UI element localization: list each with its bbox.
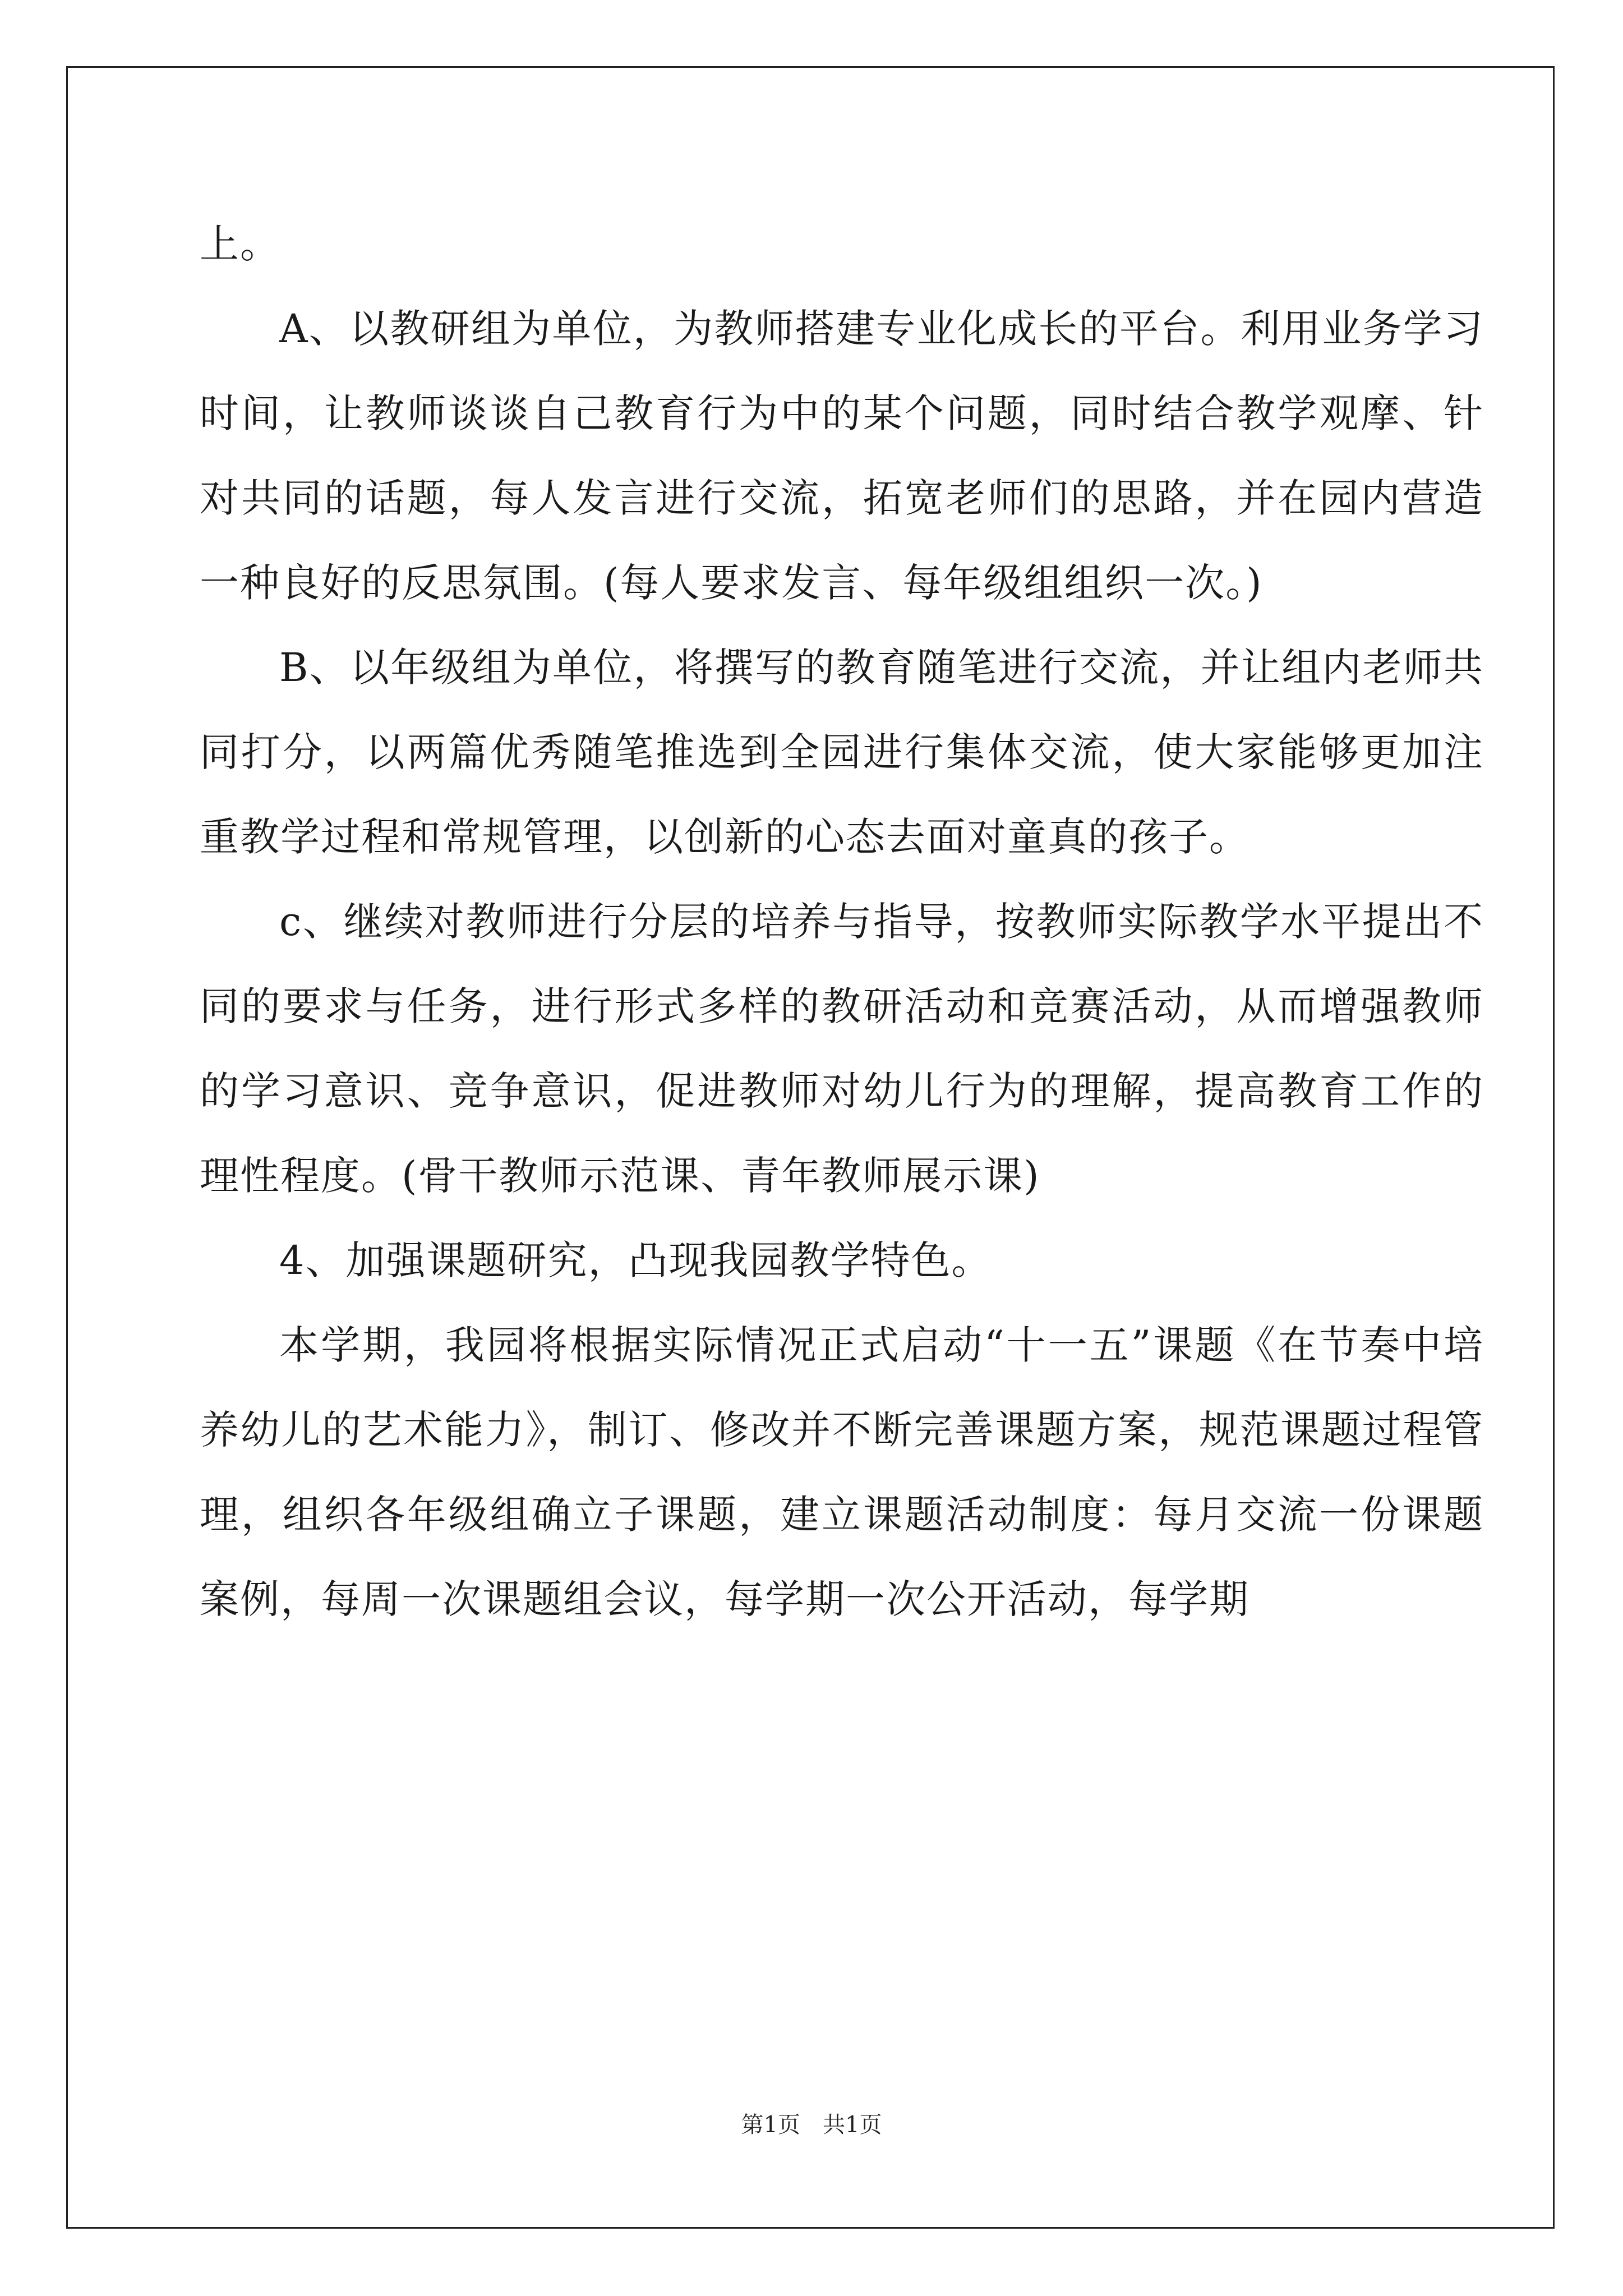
page-number-footer: 第1页 共1页	[741, 2112, 882, 2138]
paragraph-research-plan: 本学期，我园将根据实际情况正式启动“十一五”课题《在节奏中培养幼儿的艺术能力》，制订、修改并不断完善课题方案，规范课题过程管理，组织各年级组确立子课题，建立课题活动制度：每月交流一份课题案例，每周一次课题组会议，每学期一次公开活动，每学期	[200, 1322, 1484, 1622]
paragraph-section-4-heading: 4、加强课题研究，凸现我园教学特色。	[279, 1237, 992, 1283]
paragraph-continuation: 上。	[200, 221, 280, 267]
paragraph-b: B、以年级组为单位，将撰写的教育随笔进行交流，并让组内老师共同打分，以两篇优秀随笔推选到全园进行集体交流，使大家能够更加注重教学过程和常规管理，以创新的心态去面对童真的孩子。	[200, 645, 1484, 860]
paragraph-a: A、以教研组为单位，为教师搭建专业化成长的平台。利用业务学习时间，让教师谈谈自己教育行为中的某个问题，同时结合教学观摩、针对共同的话题，每人发言进行交流，拓宽老师们的思路，并在园内营造一种良好的反思氛围。(每人要求发言、每年级组组织一次。)	[200, 306, 1484, 606]
document-body	[200, 202, 1484, 1642]
paragraph-c: c、继续对教师进行分层的培养与指导，按教师实际教学水平提出不同的要求与任务，进行形式多样的教研活动和竞赛活动，从而增强教师的学习意识、竞争意识，促进教师对幼儿行为的理解，提高教育工作的理性程度。(骨干教师示范课、青年教师展示课)	[200, 899, 1484, 1199]
